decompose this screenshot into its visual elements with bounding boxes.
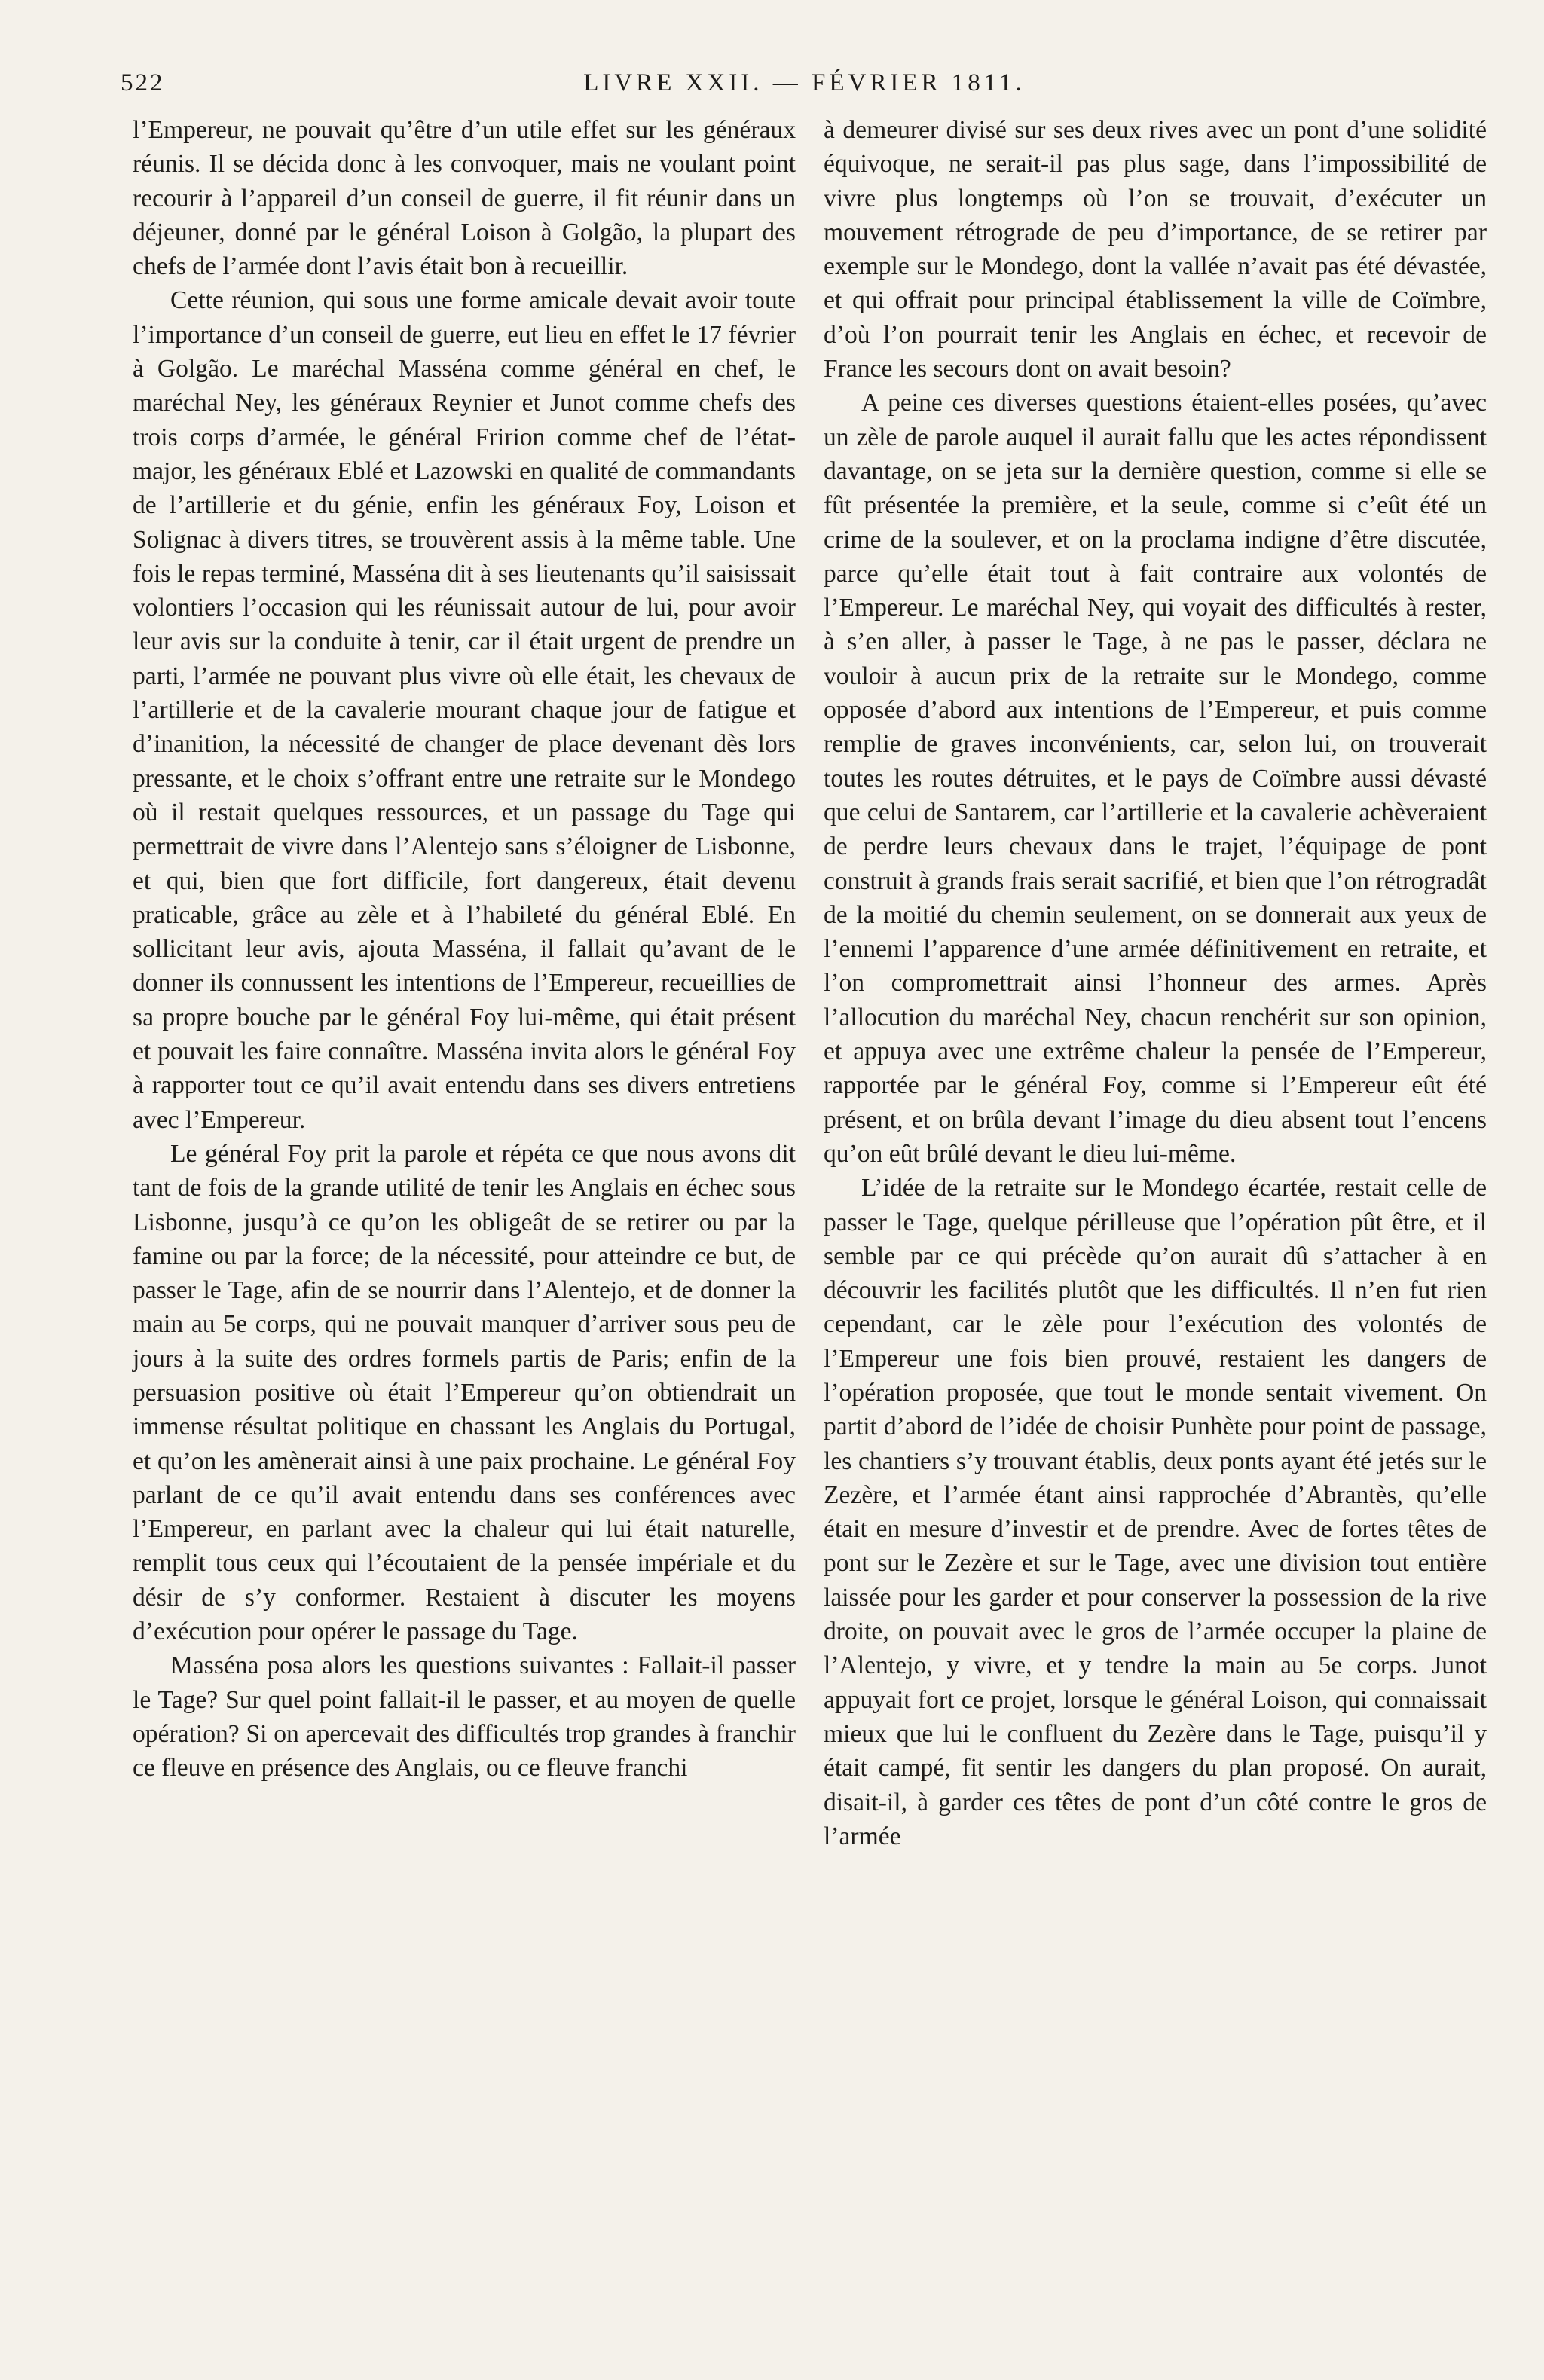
page-number: 522 (121, 69, 165, 96)
paragraph: L’idée de la retraite sur le Mondego écartée, restait celle de passer le Tage, quelque périlleuse que l’opération pût être, et il semble par ce qui précède qu’on aurait dû s’attacher à en découvrir les facilités plutôt que les difficultés. Il n’en fut rien cependant, car le zèle pour l’exécution des volontés de l’Empereur une fois bien prouvé, restaient les dangers de l’opération proposée, que tout le monde sentait vivement. On partit d’abord de l’idée de choisir Punhète pour point de passage, les chantiers s’y trouvant établis, deux ponts ayant été jetés sur le Zezère, et l’armée étant ainsi rapprochée d’Abrantès, qu’elle était en mesure d’investir et de prendre. Avec de fortes têtes de pont sur le Zezère et sur le Tage, avec une division tout entière laissée pour les garder et pour conserver la possession de la rive droite, on pouvait avec le gros de l’armée occuper la plaine de l’Alentejo, y vivre, et y tendre la main au 5e corps. Junot appuyait fort ce projet, lorsque le général Loison, qui connaissait mieux que lui le confluent du Zezère dans le Tage, puisqu’il y était campé, fit sentir les dangers du plan proposé. On aurait, disait-il, à garder ces têtes de pont d’un côté contre le gros de l’armée (824, 1174, 1487, 1850)
right-text-column (824, 113, 1487, 1853)
paragraph: à demeurer divisé sur ses deux rives avec un pont d’une solidité équivoque, ne serait-il pas plus sage, dans l’impossibilité de vivre plus longtemps où l’on se trouvait, d’exécuter un mouvement rétrograde de peu d’importance, de se retirer par exemple sur le Mondego, dont la vallée n’avait pas été dévastée, et qui offrait pour principal établissement la ville de Coïmbre, d’où l’on pourrait tenir les Anglais en échec, et recevoir de France les secours dont on avait besoin? (824, 116, 1487, 383)
paragraph: l’Empereur, ne pouvait qu’être d’un utile effet sur les généraux réunis. Il se décida donc à les convoquer, mais ne voulant point recourir à l’appareil d’un conseil de guerre, il fit réunir dans un déjeuner, donné par le général Loison à Golgão, la plupart des chefs de l’armée dont l’avis était bon à recueillir. (133, 116, 796, 281)
running-header (121, 69, 1488, 107)
left-text-column (133, 113, 796, 1786)
paragraph: Masséna posa alors les questions suivantes : Fallait-il passer le Tage? Sur quel point fallait-il le passer, et au moyen de quelle opération? Si on apercevait des difficultés trop grandes à franchir ce fleuve en présence des Anglais, ou ce fleuve franchi (133, 1651, 796, 1783)
paragraph: A peine ces diverses questions étaient-elles posées, qu’avec un zèle de parole auquel il aurait fallu que les actes répondissent davantage, on se jeta sur la dernière question, comme si elle se fût présentée la première, et la seule, comme si c’eût été un crime de la soulever, et on la proclama indigne d’être discutée, parce qu’elle était tout à fait contraire aux volontés de l’Empereur. Le maréchal Ney, qui voyait des difficultés à rester, à s’en aller, à passer le Tage, à ne pas le passer, déclara ne vouloir à aucun prix de la retraite sur le Mondego, comme opposée d’abord aux intentions de l’Empereur, et puis comme remplie de graves inconvénients, car, selon lui, on trouverait toutes les routes détruites, et le pays de Coïmbre aussi dévasté que celui de Santarem, car l’artillerie et la cavalerie achèveraient de perdre leurs chevaux dans le trajet, l’équipage de pont construit à grands frais serait sacrifié, et bien que l’on rétrogradât de la moitié du chemin seulement, on se donnerait aux yeux de l’ennemi l’apparence d’une armée définitivement en retraite, et l’on compromettrait ainsi l’honneur des armes. Après l’allocution du maréchal Ney, chacun renchérit sur son opinion, et appuya avec une extrême chaleur la pensée de l’Empereur, rapportée par le général Foy, comme si l’Empereur eût été présent, et on brûla devant l’image du dieu absent tout l’encens qu’on eût brûlé devant le dieu lui-même. (824, 389, 1487, 1168)
paragraph: Cette réunion, qui sous une forme amicale devait avoir toute l’importance d’un conseil de guerre, eut lieu en effet le 17 février à Golgão. Le maréchal Masséna comme général en chef, le maréchal Ney, les généraux Reynier et Junot comme chefs des trois corps d’armée, le général Fririon comme chef de l’état-major, les généraux Eblé et Lazowski en qualité de commandants de l’artillerie et du génie, enfin les généraux Foy, Loison et Solignac à divers titres, se trouvèrent assis à la même table. Une fois le repas terminé, Masséna dit à ses lieutenants qu’il saisissait volontiers l’occasion qui les réunissait autour de lui, pour avoir leur avis sur la conduite à tenir, car il était urgent de prendre un parti, l’armée ne pouvant plus vivre où elle était, les chevaux de l’artillerie et de la cavalerie mourant chaque jour de fatigue et d’inanition, la nécessité de changer de place devenant dès lors pressante, et le choix s’offrant entre une retraite sur le Mondego où il restait quelques ressources, et un passage du Tage qui permettrait de vivre dans l’Alentejo sans s’éloigner de Lisbonne, et qui, bien que fort difficile, fort dangereux, était devenu praticable, grâce au zèle et à l’habileté du général Eblé. En sollicitant leur avis, ajouta Masséna, il fallait qu’avant de le donner ils connussent les intentions de l’Empereur, recueillies de sa propre bouche par le général Foy lui-même, qui était présent et pouvait les faire connaître. Masséna invita alors le général Foy à rapporter tout ce qu’il avait entendu dans ses divers entretiens avec l’Empereur. (133, 286, 796, 1134)
paragraph: Le général Foy prit la parole et répéta ce que nous avons dit tant de fois de la grande utilité de tenir les Anglais en échec sous Lisbonne, jusqu’à ce qu’on les obligeât de se retirer ou par la famine ou par la force; de la nécessité, pour atteindre ce but, de passer le Tage, afin de se nourrir dans l’Alentejo, et de donner la main au 5e corps, qui ne pouvait manquer d’arriver sous peu de jours à la suite des ordres formels partis de Paris; enfin de la persuasion positive où était l’Empereur qu’on obtiendrait un immense résultat politique en chassant les Anglais du Portugal, et qu’on les amènerait ainsi à une paix prochaine. Le général Foy parlant de ce qu’il avait entendu dans ses conférences avec l’Empereur, en parlant avec la chaleur qui lui était naturelle, remplit tous ceux qui l’écoutaient de la pensée impériale et du désir de s’y conformer. Restaient à discuter les moyens d’exécution pour opérer le passage du Tage. (133, 1139, 796, 1646)
running-title: LIVRE XXII. — FÉVRIER 1811. (583, 69, 1026, 96)
